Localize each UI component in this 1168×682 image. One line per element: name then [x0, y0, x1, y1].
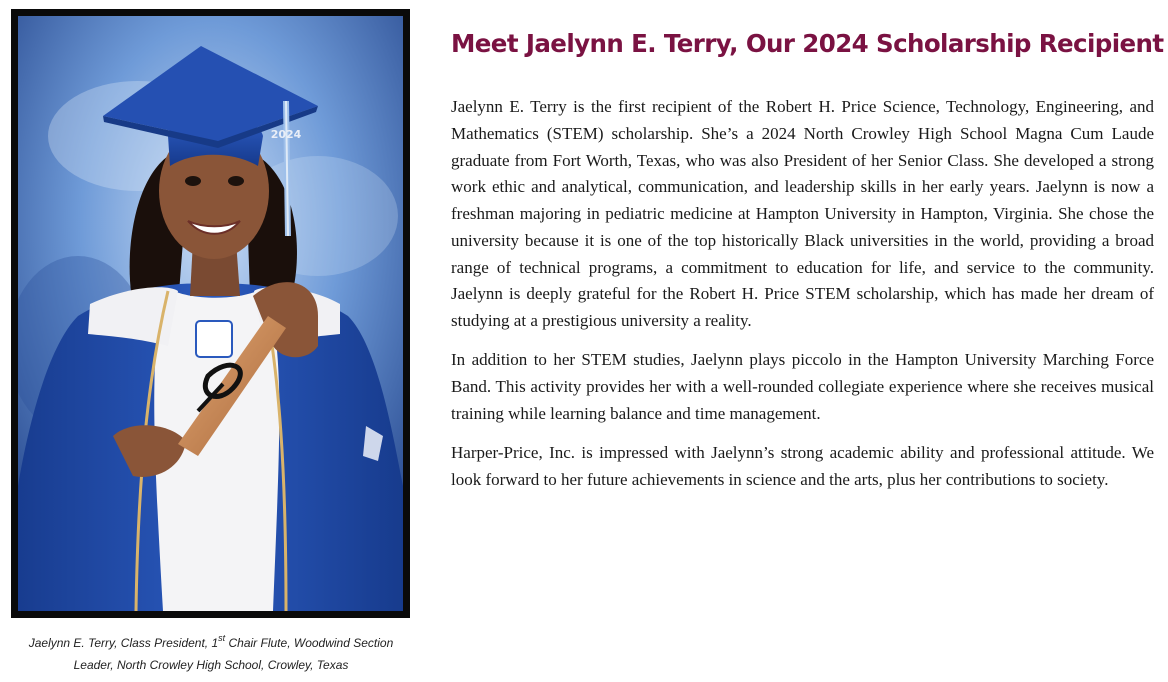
photo-caption: [12, 632, 410, 676]
caption-ordinal-superscript: st: [218, 633, 226, 643]
article-title: Meet Jaelynn E. Terry, Our 2024 Scholarship Recipient: [451, 29, 1164, 58]
graduate-portrait-illustration: [18, 16, 403, 611]
caption-line-2: Leader, North Crowley High School, Crowley, Texas: [73, 658, 349, 672]
caption-text-start: Jaelynn E. Terry, Class President, 1: [28, 636, 219, 650]
article-paragraph-3: Harper-Price, Inc. is impressed with Jaelynn’s strong academic ability and professional attitude. We look forward to her future achievements in science and the arts, plus her contributions to society.: [451, 443, 1154, 489]
graduate-photo: [11, 9, 410, 618]
article: [451, 26, 1164, 494]
article-paragraph-1: Jaelynn E. Terry is the first recipient of the Robert H. Price Science, Technology, Engineering, and Mathematics (STEM) scholarship. She’s a 2024 North Crowley High School Magna Cum Laude graduate from Fort Worth, Texas, who was also President of her Senior Class. She developed a strong work ethic and analytical, communication, and leadership skills in her early years. Jaelynn is now a freshman majoring in pediatric medicine at Hampton University in Hampton, Virginia. She chose the university because it is one of the top historically Black universities in the world, providing a broad range of technical programs, a commitment to education for life, and service to the community. Jaelynn is deeply grateful for the Robert H. Price STEM scholarship, which has made her dream of studying at a prestigious university a reality.: [451, 97, 1154, 330]
caption-text-end: Chair Flute, Woodwind Section: [225, 636, 394, 650]
article-paragraph-2: In addition to her STEM studies, Jaelynn plays piccolo in the Hampton University Marching Force Band. This activity provides her with a well-rounded collegiate experience where she receives musical training while learning balance and time management.: [451, 350, 1154, 423]
caption-line-1: [12, 632, 410, 654]
tassel-year-charm: 2024: [270, 128, 302, 141]
